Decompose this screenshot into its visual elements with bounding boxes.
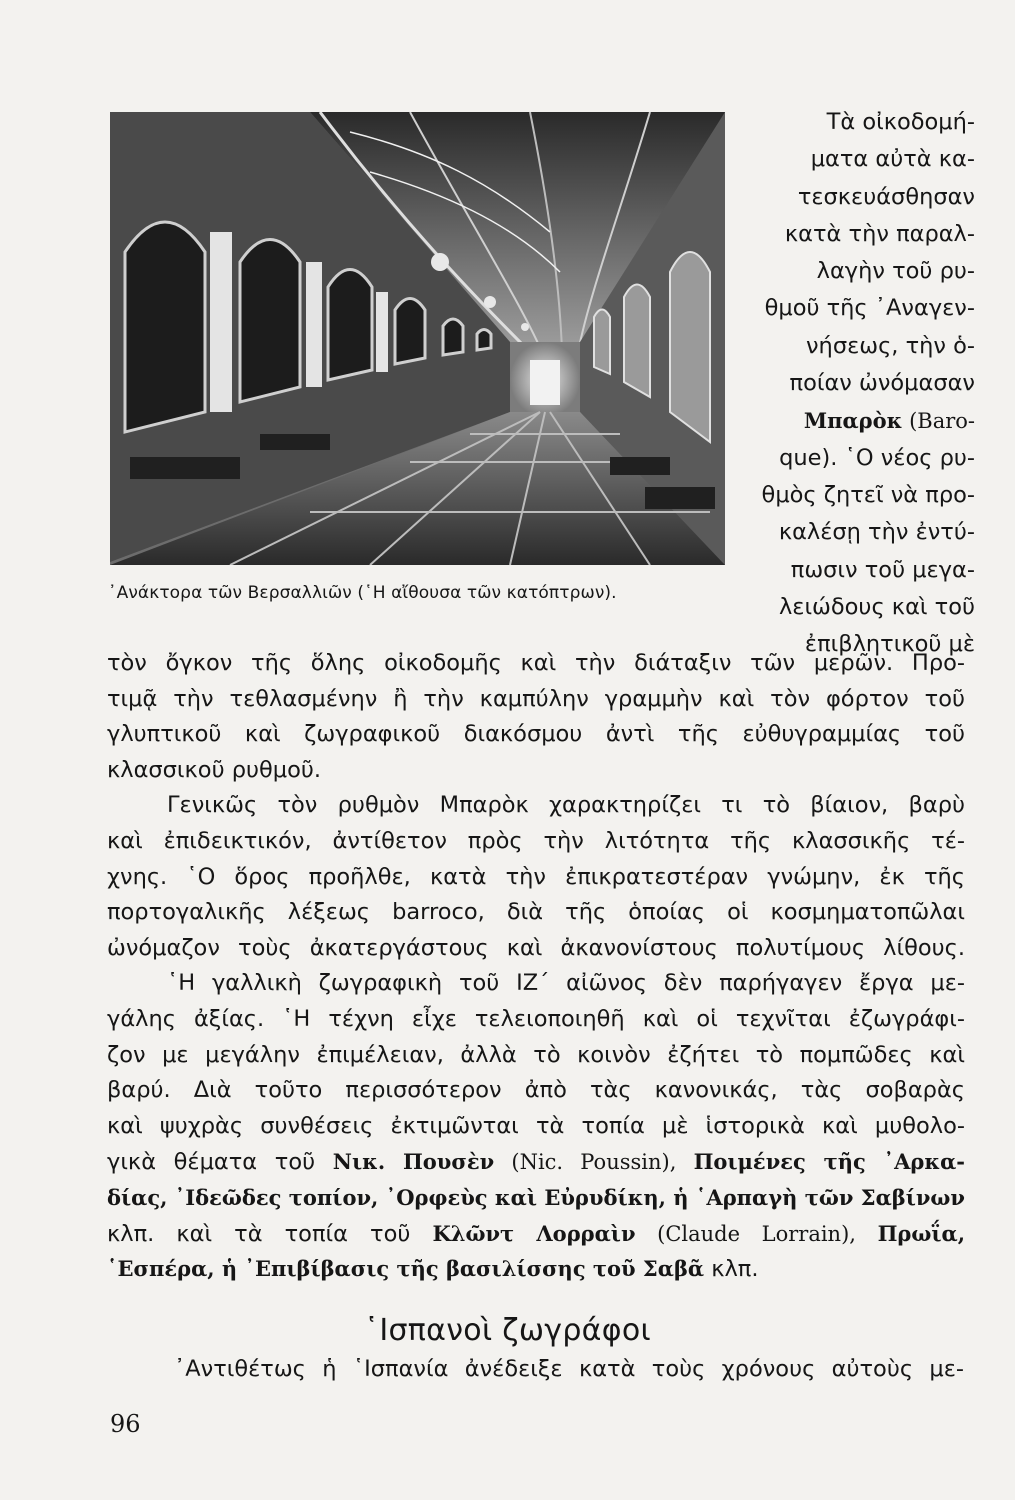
- text-line: λειώδους καὶ τοῦ: [778, 593, 975, 620]
- text-line: ζον με μεγάλην ἐπιμέλειαν, ἀλλὰ τὸ κοινὸν ἐζήτει τὸ πομπῶδες καὶ: [107, 1041, 965, 1068]
- text-line: πορτογαλικῆς λέξεως barroco, διὰ τῆς ὁποίας οἱ κοσμηματοπῶλαι: [107, 899, 965, 926]
- text-line: ποίαν ὠνόμασαν: [789, 370, 975, 397]
- text-line: χνης. ῾Ο ὅρος προῆλθε, κατὰ τὴν ἐπικρατεστέραν γνώμην, ἐκ τῆς: [107, 863, 965, 890]
- text-line: κατὰ τὴν παραλ-: [784, 220, 975, 247]
- text-line: Γενικῶς τὸν ρυθμὸν Μπαρὸκ χαρακτηρίζει τι τὸ βίαιον, βαρὺ: [167, 792, 965, 819]
- text-line: ἐπιβλητικοῦ μὲ: [804, 631, 975, 658]
- text-line: γλυπτικοῦ καὶ ζωγραφικοῦ διακόσμου ἀντὶ τῆς εὐθυγραμμίας τοῦ: [107, 721, 965, 748]
- text-line: [107, 1144, 965, 1180]
- text-line: τεσκευάσθησαν: [797, 183, 975, 210]
- text-line: ματα αὐτὰ κα-: [810, 146, 975, 173]
- text-line: θμὸς ζητεῖ νὰ προ-: [761, 481, 975, 508]
- text-run: γικὰ θέματα τοῦ: [107, 1149, 333, 1176]
- text-line: Τὰ οἰκοδομή-: [826, 109, 975, 135]
- side-column-text: [743, 104, 975, 663]
- text-line: καλέσῃ τὴν ἐντύ-: [778, 519, 975, 546]
- text-line: ὠνόμαζον τοὺς ἀκατεργάστους καὶ ἀκανονίστους πολυτίμους λίθους.: [107, 934, 965, 961]
- text-line: que). ῾Ο νέος ρυ-: [779, 444, 975, 471]
- text-run: (Claude Lorrain),: [635, 1221, 878, 1246]
- text-line: ᾿Αντιθέτως ἡ ῾Ισπανία ἀνέδειξε κατὰ τοὺς χρόνους αὐτοὺς με-: [174, 1356, 964, 1382]
- text-run: κλπ. καὶ τὰ τοπία τοῦ: [107, 1220, 433, 1247]
- text-line: [107, 1180, 965, 1216]
- text-line: πωσιν τοῦ μεγα-: [790, 556, 975, 583]
- hall-of-mirrors-illustration: [110, 112, 725, 565]
- text-line: θμοῦ τῆς ᾿Αναγεν-: [764, 295, 975, 322]
- section-heading: ῾Ισπανοὶ ζωγράφοι: [364, 1313, 651, 1348]
- text-run: (Nic. Poussin),: [494, 1150, 694, 1175]
- text-line: καὶ ἐπιδεικτικόν, ἀντίθετον πρὸς τὴν λιτότητα τῆς κλασσικῆς τέ-: [107, 827, 965, 854]
- text-line: καὶ ψυχρὰς συνθέσεις ἐκτιμῶνται τὰ τοπία μὲ ἱστορικὰ καὶ μυθολο-: [107, 1112, 965, 1139]
- text-line: [743, 402, 975, 439]
- artwork-title: Πρωΐα,: [877, 1220, 966, 1246]
- artwork-titles: ῾Εσπέρα, ἡ ᾿Επιβίβασις τῆς βασιλίσσης τοῦ Σαβᾶ: [107, 1256, 705, 1282]
- term-baroque-latin: (Baro-: [902, 409, 975, 434]
- text-line: βαρύ. Διὰ τοῦτο περισσότερον ἀπὸ τὰς κανονικάς, τὰς σοβαρὰς: [107, 1077, 965, 1104]
- figure-caption: ᾿Ανάκτορα τῶν Βερσαλλιῶν (῾Η αἴθουσα τῶν κατόπτρων).: [108, 583, 617, 603]
- painter-name: Κλῶντ Λορραὶν: [432, 1220, 636, 1246]
- page-number: 96: [110, 1410, 141, 1438]
- text-line: γάλης ἀξίας. ῾Η τέχνη εἶχε τελειοποιηθῆ καὶ οἱ τεχνῖται ἐζωγράφι-: [107, 1005, 965, 1032]
- hall-of-mirrors-photo: [110, 112, 725, 565]
- text-line: τὸν ὄγκον τῆς ὅλης οἰκοδομῆς καὶ τὴν διάταξιν τῶν μερῶν. Προ-: [107, 650, 965, 676]
- text-line: [107, 1216, 965, 1252]
- artwork-titles: δίας, ᾿Ιδεῶδες τοπίον, ᾿Ορφεὺς καὶ Εὐρυδίκη, ἡ ῾Αρπαγὴ τῶν Σαβίνων: [107, 1184, 965, 1210]
- text-run: κλπ.: [704, 1256, 759, 1283]
- term-baroque: Μπαρὸκ: [803, 408, 903, 434]
- text-line: τιμᾷ τὴν τεθλασμένην ἢ τὴν καμπύλην γραμμὴν καὶ τὸν φόρτον τοῦ: [107, 685, 965, 712]
- text-line: νήσεως, τὴν ὁ-: [805, 332, 975, 359]
- artwork-title: Ποιμένες τῆς ᾿Αρκα-: [693, 1149, 965, 1175]
- text-line: λαγὴν τοῦ ρυ-: [816, 258, 975, 285]
- text-line: [107, 1251, 965, 1287]
- text-line: ῾Η γαλλικὴ ζωγραφικὴ τοῦ ΙΖ΄ αἰῶνος δὲν παρήγαγεν ἔργα με-: [167, 970, 965, 997]
- painter-name: Νικ. Πουσὲν: [332, 1149, 495, 1175]
- text-line: κλασσικοῦ ρυθμοῦ.: [107, 756, 322, 783]
- body-text: [107, 646, 965, 1287]
